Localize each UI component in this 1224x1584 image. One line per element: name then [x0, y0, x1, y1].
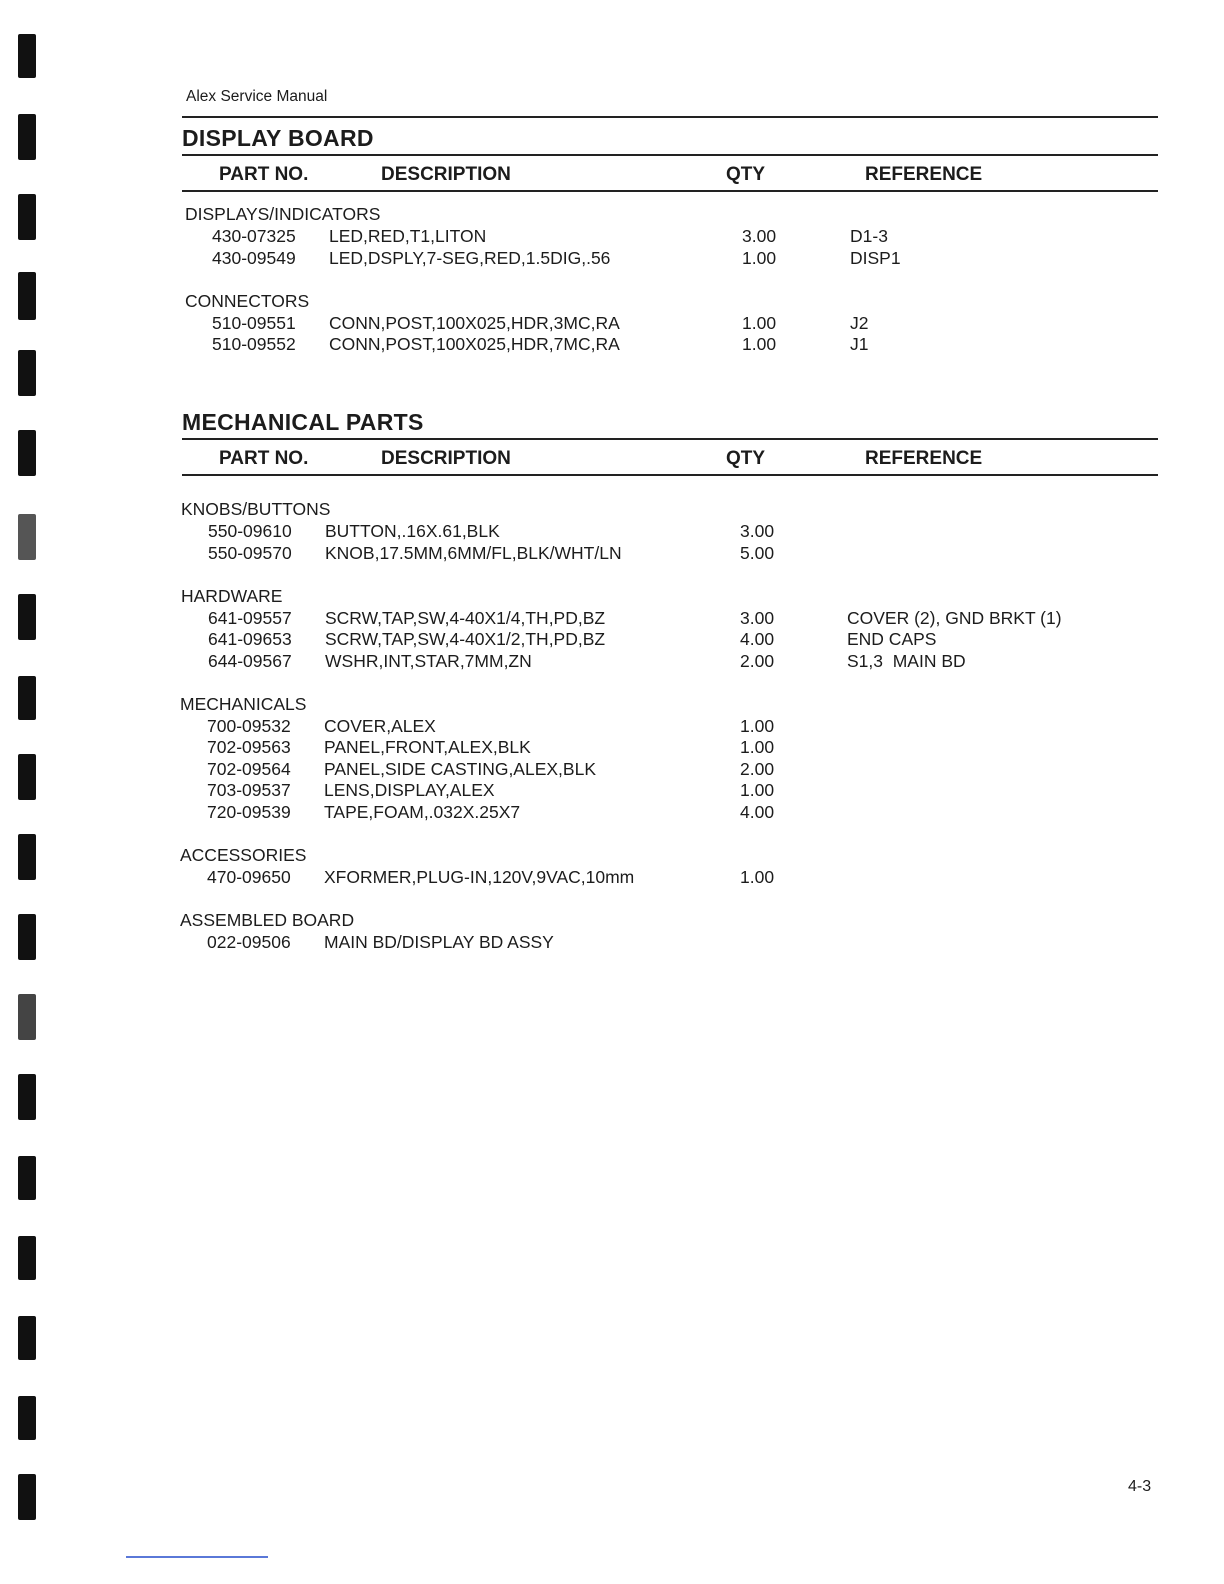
group-label: ASSEMBLED BOARD [180, 910, 355, 930]
part-reference: J1 [850, 334, 869, 354]
part-qty: 2.00 [740, 651, 775, 671]
part-description: BUTTON,.16X.61,BLK [325, 521, 500, 541]
binding-mark [18, 1316, 36, 1360]
part-reference: S1,3 MAIN BD [847, 651, 966, 671]
part-description: TAPE,FOAM,.032X.25X7 [324, 802, 521, 822]
part-description: PANEL,SIDE CASTING,ALEX,BLK [324, 759, 596, 779]
part-number: 022-09506 [207, 932, 291, 952]
part-qty: 5.00 [740, 543, 775, 563]
binding-mark [18, 272, 36, 320]
col-reference: REFERENCE [865, 448, 983, 469]
binding-mark [18, 114, 36, 160]
part-qty: 1.00 [740, 737, 775, 757]
mechanical-parts-section [182, 402, 1158, 476]
part-number: 510-09551 [212, 313, 296, 333]
group-label: CONNECTORS [185, 291, 310, 311]
binding-mark [18, 834, 36, 880]
group-label: ACCESSORIES [180, 845, 307, 865]
part-number: 550-09570 [208, 543, 292, 563]
binding-mark [18, 676, 36, 720]
part-qty: 1.00 [742, 334, 777, 354]
group-label: DISPLAYS/INDICATORS [185, 204, 381, 224]
col-part-no: PART NO. [219, 448, 309, 469]
part-qty: 1.00 [740, 780, 775, 800]
col-qty: QTY [726, 164, 766, 185]
part-description: LED,RED,T1,LITON [329, 226, 487, 246]
part-number: 641-09653 [208, 629, 292, 649]
part-qty: 3.00 [740, 521, 775, 541]
part-number: 430-09549 [212, 248, 296, 268]
part-number: 702-09564 [207, 759, 291, 779]
binding-mark [18, 1396, 36, 1440]
column-header [182, 156, 1158, 192]
binding-mark [18, 1156, 36, 1200]
group-label: MECHANICALS [180, 694, 307, 714]
col-reference: REFERENCE [865, 164, 983, 185]
col-description: DESCRIPTION [381, 164, 511, 185]
group-label: KNOBS/BUTTONS [181, 499, 331, 519]
part-description: WSHR,INT,STAR,7MM,ZN [325, 651, 532, 671]
part-qty: 4.00 [740, 802, 775, 822]
page-number: 4-3 [1128, 1478, 1152, 1495]
binding-mark [18, 1074, 36, 1120]
binding-mark [18, 430, 36, 476]
binding-mark [18, 194, 36, 240]
part-description: SCRW,TAP,SW,4-40X1/2,TH,PD,BZ [325, 629, 606, 649]
part-qty: 1.00 [742, 248, 777, 268]
part-qty: 2.00 [740, 759, 775, 779]
binding-mark [18, 594, 36, 640]
part-qty: 3.00 [740, 608, 775, 628]
binding-mark [18, 514, 36, 560]
binding-mark [18, 994, 36, 1040]
part-description: XFORMER,PLUG-IN,120V,9VAC,10mm [324, 867, 635, 887]
part-number: 550-09610 [208, 521, 292, 541]
part-number: 703-09537 [207, 780, 291, 800]
part-number: 641-09557 [208, 608, 292, 628]
col-description: DESCRIPTION [381, 448, 511, 469]
part-reference: COVER (2), GND BRKT (1) [847, 608, 1062, 628]
part-qty: 1.00 [742, 313, 777, 333]
part-description: LED,DSPLY,7-SEG,RED,1.5DIG,.56 [329, 248, 611, 268]
part-number: 430-07325 [212, 226, 296, 246]
part-reference: J2 [850, 313, 869, 333]
part-reference: D1-3 [850, 226, 888, 246]
footer-underline [126, 1556, 268, 1558]
binding-mark [18, 1236, 36, 1280]
part-description: CONN,POST,100X025,HDR,7MC,RA [329, 334, 620, 354]
section-title: MECHANICAL PARTS [182, 402, 1158, 440]
display-board-section [182, 116, 1158, 192]
part-qty: 1.00 [740, 716, 775, 736]
part-qty: 1.00 [740, 867, 775, 887]
part-qty: 4.00 [740, 629, 775, 649]
binding-mark [18, 350, 36, 396]
column-header [182, 440, 1158, 476]
part-reference: END CAPS [847, 629, 937, 649]
part-number: 470-09650 [207, 867, 291, 887]
col-qty: QTY [726, 448, 766, 469]
binding-mark [18, 34, 36, 78]
section-title: DISPLAY BOARD [182, 116, 1158, 156]
part-description: KNOB,17.5MM,6MM/FL,BLK/WHT/LN [325, 543, 622, 563]
part-description: LENS,DISPLAY,ALEX [324, 780, 495, 800]
binding-mark [18, 1474, 36, 1520]
binding-mark [18, 914, 36, 960]
group-label: HARDWARE [181, 586, 283, 606]
part-description: PANEL,FRONT,ALEX,BLK [324, 737, 531, 757]
binding-mark [18, 754, 36, 800]
part-number: 644-09567 [208, 651, 292, 671]
part-description: SCRW,TAP,SW,4-40X1/4,TH,PD,BZ [325, 608, 606, 628]
part-description: COVER,ALEX [324, 716, 436, 736]
running-head: Alex Service Manual [186, 88, 328, 105]
part-number: 510-09552 [212, 334, 296, 354]
part-qty: 3.00 [742, 226, 777, 246]
part-description: MAIN BD/DISPLAY BD ASSY [324, 932, 554, 952]
part-number: 720-09539 [207, 802, 291, 822]
part-number: 702-09563 [207, 737, 291, 757]
part-number: 700-09532 [207, 716, 291, 736]
part-reference: DISP1 [850, 248, 901, 268]
part-description: CONN,POST,100X025,HDR,3MC,RA [329, 313, 620, 333]
col-part-no: PART NO. [219, 164, 309, 185]
